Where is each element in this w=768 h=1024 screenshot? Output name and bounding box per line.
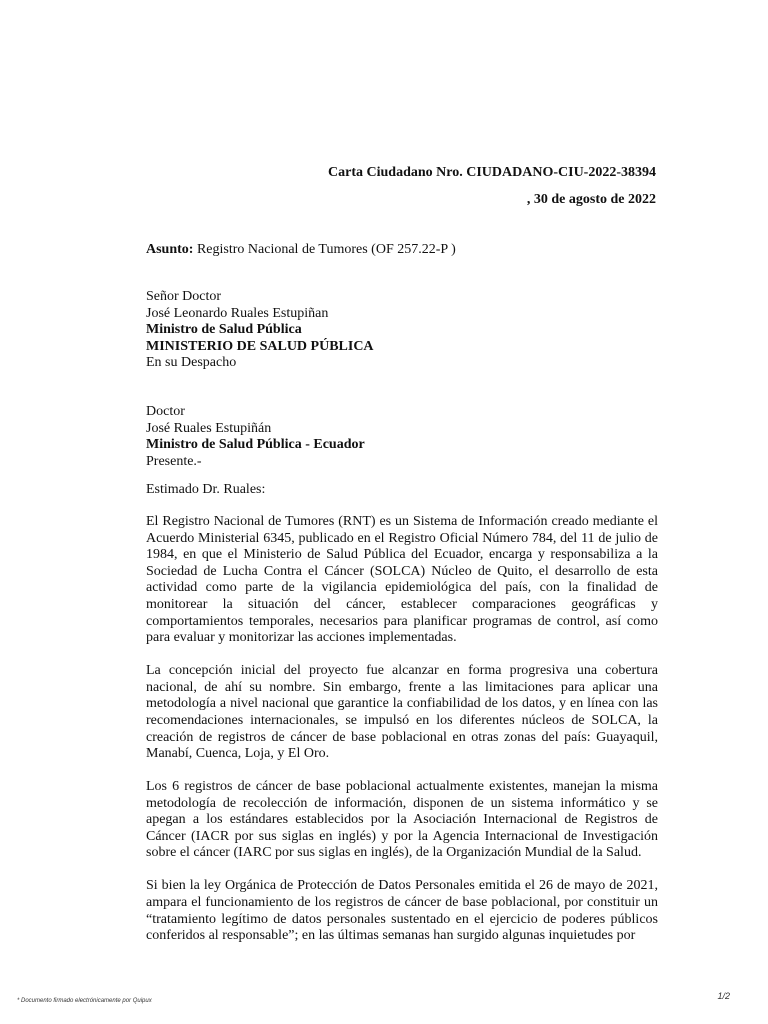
addressee-block — [146, 404, 658, 470]
addressee-name: José Ruales Estupiñán — [146, 420, 272, 436]
letter-body — [146, 514, 658, 961]
recipient-name: José Leonardo Ruales Estupiñan — [146, 305, 329, 321]
addressee-presente: Presente.- — [146, 453, 202, 469]
letter-number: Carta Ciudadano Nro. CIUDADANO-CIU-2022-38394 — [328, 165, 656, 180]
addressee-title: Doctor — [146, 404, 185, 419]
recipient-block — [146, 289, 658, 372]
letter-date: , 30 de agosto de 2022 — [526, 192, 656, 207]
recipient-position: Ministro de Salud Pública — [146, 322, 302, 338]
paragraph-3: Los 6 registros de cáncer de base poblacional actualmente existentes, manejan la misma metodología de recolección de información, disponen de un sistema informático y se apegan a los estándares establecidos por la Asociación Internacional de Registros de Cáncer (IACR por sus siglas en inglés) y por la Agencia Internacional de Investigación sobre el cáncer (IARC por sus siglas en inglés), de la Organización Mundial de la Salud. — [146, 779, 658, 861]
paragraph-2: La concepción inicial del proyecto fue alcanzar en forma progresiva una cobertura nacional, de ahí su nombre. Sin embargo, frente a las limitaciones para aplicar una metodología a nivel nacional que garantice la confiabilidad de los datos, y en línea con las recomendaciones internacionales, se impulsó en los diferentes núcleos de SOLCA, la creación de registros de cáncer de base poblacional en otras zonas del país: Guayaquil, Manabí, Cuenca, Loja, y El Oro. — [146, 663, 658, 762]
paragraph-1: El Registro Nacional de Tumores (RNT) es un Sistema de Información creado mediante el Acuerdo Ministerial 6345, publicado en el Registro Oficial Número 784, del 11 de julio de 1984, en que el Ministerio de Salud Pública del Ecuador, encarga y responsabiliza a la Sociedad de Lucha Contra el Cáncer (SOLCA) Núcleo de Quito, el desarrollo de esta actividad como parte de la vigilancia epidemiológica del país, con la finalidad de monitorear la situación del cáncer, establecer comparaciones geográficas y comportamientos temporales, necesarios para planificar programas de control, así como para evaluar y monitorizar las acciones implementadas. — [146, 514, 658, 646]
subject-line — [146, 242, 658, 259]
subject-text: Registro Nacional de Tumores (OF 257.22-P ) — [193, 242, 456, 257]
recipient-institution: MINISTERIO DE SALUD PÚBLICA — [146, 338, 374, 354]
page-number: 1/2 — [717, 991, 730, 1001]
recipient-salutation: Señor Doctor — [146, 289, 222, 304]
recipient-location: En su Despacho — [146, 355, 237, 371]
subject-label: Asunto: — [146, 242, 194, 257]
footer-signature-note: * Documento firmado electrónicamente por Quipux — [17, 998, 152, 1004]
addressee-position: Ministro de Salud Pública - Ecuador — [146, 437, 365, 453]
greeting: Estimado Dr. Ruales: — [146, 482, 266, 497]
paragraph-4: Si bien la ley Orgánica de Protección de Datos Personales emitida el 26 de mayo de 2021, ampara el funcionamiento de los registros de cáncer de base poblacional, por constituir un “tratamiento legítimo de datos personales sustentado en el ejercicio de poderes públicos conferidos al responsable”; en las últimas semanas han surgido algunas inquietudes por — [146, 878, 658, 944]
